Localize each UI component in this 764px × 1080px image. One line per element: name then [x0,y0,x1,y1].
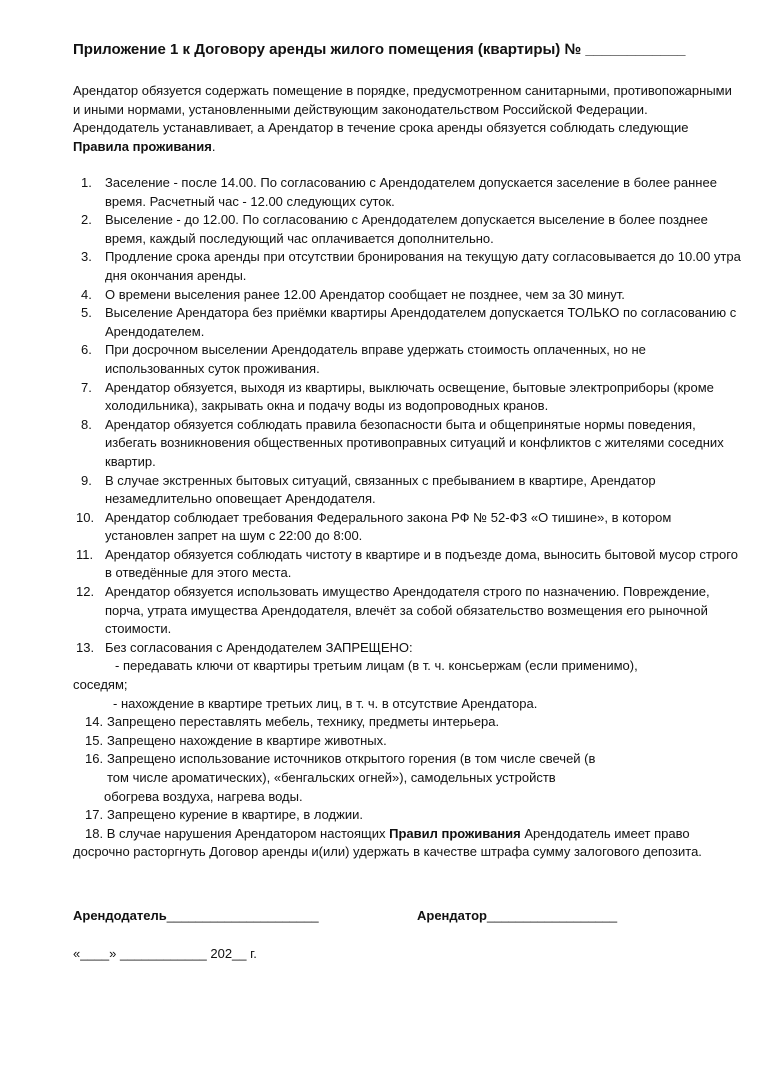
rule-item [73,211,743,248]
rule-number: 6. [81,342,92,358]
landlord-label: Арендодатель [73,908,167,923]
rule-item [73,341,743,378]
rule-16-line-3: обогрева воздуха, нагрева воды. [104,788,303,804]
tenant-label: Арендатор [417,908,487,923]
rule-18-number: 18. [85,825,104,841]
rule-13-sub-1-cont: соседям; [73,677,128,693]
rule-number: 8. [81,416,92,432]
rule-number: 14. [85,714,104,730]
rule-item [73,248,743,285]
rule-item [73,546,743,583]
rule-text: Выселение - до 12.00. По согласованию с Арендодателем допускается выселение в более позднее время, каждый последующий час оплачивается дополнительно. [105,212,708,246]
rule-number: 11. [76,546,94,562]
intro-paragraph-2-end: . [211,138,216,154]
rule-item [73,639,743,658]
rule-18-text-a: В случае нарушения Арендатором настоящих [106,825,390,841]
rule-number: 3. [81,249,92,265]
rule-number: 2. [81,212,92,228]
rule-item [73,379,743,416]
intro-paragraph-2 [73,119,733,156]
rule-item [73,713,743,732]
intro-rules-bold: Правила проживания [73,138,212,154]
rule-text: Запрещено курение в квартире, в лоджии. [107,807,363,823]
rule-text: Арендатор обязуется использовать имущество Арендодателя строго по назначению. Повреждение, порча, утрата имущества Арендодателя, влечёт за собой обязательство возмещения его рыночной стоимости. [105,584,710,637]
rule-13-sub-2: - нахождение в квартире третьих лиц, в т. ч. в отсутствие Арендатора. [113,695,538,711]
rule-item [73,806,743,825]
rule-text: Заселение - после 14.00. По согласованию с Арендодателем допускается заселение в более раннее время. Расчетный час - 12.00 следующих суток. [105,175,717,209]
rule-number: 5. [81,305,92,321]
rule-text: Арендатор соблюдает требования Федерального закона РФ № 52-ФЗ «О тишине», в котором установлен запрет на шум с 22:00 до 8:00. [105,509,672,544]
rule-number: 7. [81,379,92,395]
rule-text: Запрещено нахождение в квартире животных. [107,732,387,748]
rule-18-text-b: Арендодатель имеет право досрочно расторгнуть Договор аренды и(или) удержать в качестве штрафа сумму залогового депозита. [73,825,702,860]
rule-item [73,583,743,639]
rule-number: 16. [85,751,104,767]
rule-item [73,174,743,211]
rule-item [73,304,743,341]
rule-text: Арендатор обязуется, выходя из квартиры, выключать освещение, бытовые электроприборы (кроме холодильника), закрывать окна и подачу воды из водопроводных кранов. [105,379,714,414]
rule-number: 1. [81,175,92,190]
landlord-signature-line: _____________________ [166,908,319,923]
rule-text: В случае экстренных бытовых ситуаций, связанных с пребыванием в квартире, Арендатор незамедлительно оповещает Арендодателя. [105,472,656,507]
tenant-signature [417,908,617,923]
rule-text: Запрещено переставлять мебель, технику, предметы интерьера. [107,714,500,730]
rule-number: 17. [85,807,104,823]
tenant-signature-line: __________________ [486,908,618,923]
rule-number: 10. [76,509,95,525]
rule-text: Арендатор обязуется соблюдать чистоту в квартире и в подъезде дома, выносить бытовой мусор строго в отведённые для этого места. [105,546,738,581]
landlord-signature [73,908,319,923]
rule-text: Арендатор обязуется соблюдать правила безопасности быта и общепринятые нормы поведения, избегать возникновения общественных противоправных ситуаций и конфликтов с жителями соседних квартир. [105,416,724,469]
rule-18 [73,825,743,862]
rule-text: Выселение Арендатора без приёмки квартиры Арендодателем допускается ТОЛЬКО по согласованию с Арендодателем. [105,305,737,339]
rules-list [73,174,743,862]
document-title: Приложение 1 к Договору аренды жилого помещения (квартиры) № ____________ [73,41,686,58]
intro-paragraph-2-text: Арендодатель устанавливает, а Арендатор в течение срока аренды обязуется соблюдать следующие [73,120,689,136]
rule-number: 12. [76,584,95,600]
rule-item [73,732,743,751]
rule-number: 4. [81,286,92,302]
rule-16-line-2: том числе ароматических), «бенгальских огней»), самодельных устройств [107,770,556,785]
rule-item [73,416,743,472]
rule-item [73,472,743,509]
rule-13-sub-1-text: - передавать ключи от квартиры третьим лицам (в т. ч. консьержам (если применимо), [115,658,638,674]
date-line: «____» ____________ 202__ г. [73,946,257,961]
rule-number: 15. [85,732,104,748]
rule-number: 13. [76,639,95,655]
rule-item [73,286,743,305]
rule-13-sub-1 [73,657,743,676]
rule-text: При досрочном выселении Арендодатель вправе удержать стоимость оплаченных, но не использованных суток проживания. [105,342,646,376]
intro-section [73,82,733,156]
rule-text: Без согласования с Арендодателем ЗАПРЕЩЕНО: [105,639,413,655]
rule-number: 9. [81,472,92,488]
intro-paragraph-1: Арендатор обязуется содержать помещение в порядке, предусмотренном санитарными, противопожарными и иными нормами, установленными действующим законодательством Российской Федерации. [73,83,732,117]
rule-item [73,750,743,769]
rule-text: О времени выселения ранее 12.00 Арендатор сообщает не позднее, чем за 30 минут. [105,286,625,302]
rule-text: Продление срока аренды при отсутствии бронирования на текущую дату согласовывается до 10.00 утра дня окончания аренды. [105,249,741,283]
rule-16-line-1: Запрещено использование источников открытого горения (в том числе свечей (в [107,751,596,767]
rule-item [73,509,743,546]
rule-18-bold: Правил проживания [389,825,521,841]
